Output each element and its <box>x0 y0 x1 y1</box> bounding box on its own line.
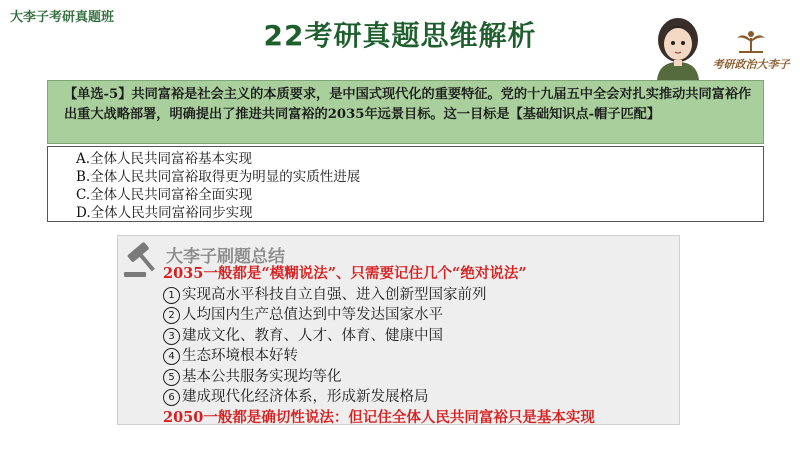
option-a: A.全体人民共同富裕基本实现 <box>76 151 253 167</box>
option-d: D.全体人民共同富裕同步实现 <box>76 205 253 221</box>
summary-item-text: 建成文化、教育、人才、体育、健康中国 <box>182 327 443 344</box>
circled-number: 6 <box>163 389 180 406</box>
circled-number: 4 <box>163 348 180 365</box>
option-b: B.全体人民共同富裕取得更为明显的实质性进展 <box>76 169 361 185</box>
summary-item <box>163 346 678 367</box>
summary-item <box>163 367 678 388</box>
circled-number: 5 <box>163 369 180 386</box>
page-title: 22考研真题思维解析 <box>263 19 537 52</box>
summary-item-text: 建成现代化经济体系，形成新发展格局 <box>182 389 429 405</box>
gavel-icon <box>121 239 163 279</box>
question-stem: 【单选-5】共同富裕是社会主义的本质要求，是中国式现代化的重要特征。党的十九届五中全会对扎实推动共同富裕作出重大战略部署，明确提出了推进共同富裕的2035年远景目标。这一目标是【基础知识点-帽子匹配】 <box>47 80 764 144</box>
brand-logo <box>712 28 790 76</box>
summary-headline: 2035一般都是“模糊说法”、只需要记住几个“绝对说法” <box>163 265 527 282</box>
summary-item <box>163 387 678 408</box>
summary-footer: 2050一般都是确切性说法：但记住全体人民共同富裕只是基本实现 <box>163 408 595 426</box>
summary-lines <box>163 264 678 428</box>
summary-item-text: 实现高水平科技自立自强、进入创新型国家前列 <box>182 286 487 303</box>
circled-number: 3 <box>163 328 180 345</box>
summary-title: 大李子刷题总结 <box>166 247 285 267</box>
lecturer-avatar <box>643 10 713 80</box>
course-tag: 大李子考研真题班 <box>10 10 115 25</box>
summary-item-text: 基本公共服务实现均等化 <box>182 368 342 385</box>
circled-number: 1 <box>163 287 180 304</box>
option-c: C.全体人民共同富裕全面实现 <box>76 187 253 203</box>
summary-item <box>163 305 678 326</box>
summary-item <box>163 285 678 306</box>
summary-panel <box>117 235 680 425</box>
options-list <box>47 146 764 222</box>
circled-number: 2 <box>163 307 180 324</box>
summary-item-text: 生态环境根本好转 <box>182 348 298 364</box>
summary-item <box>163 326 678 347</box>
brand-tree-icon <box>731 28 771 54</box>
summary-item-text: 人均国内生产总值达到中等发达国家水平 <box>182 307 443 323</box>
brand-text: 考研政治大李子 <box>712 58 790 71</box>
